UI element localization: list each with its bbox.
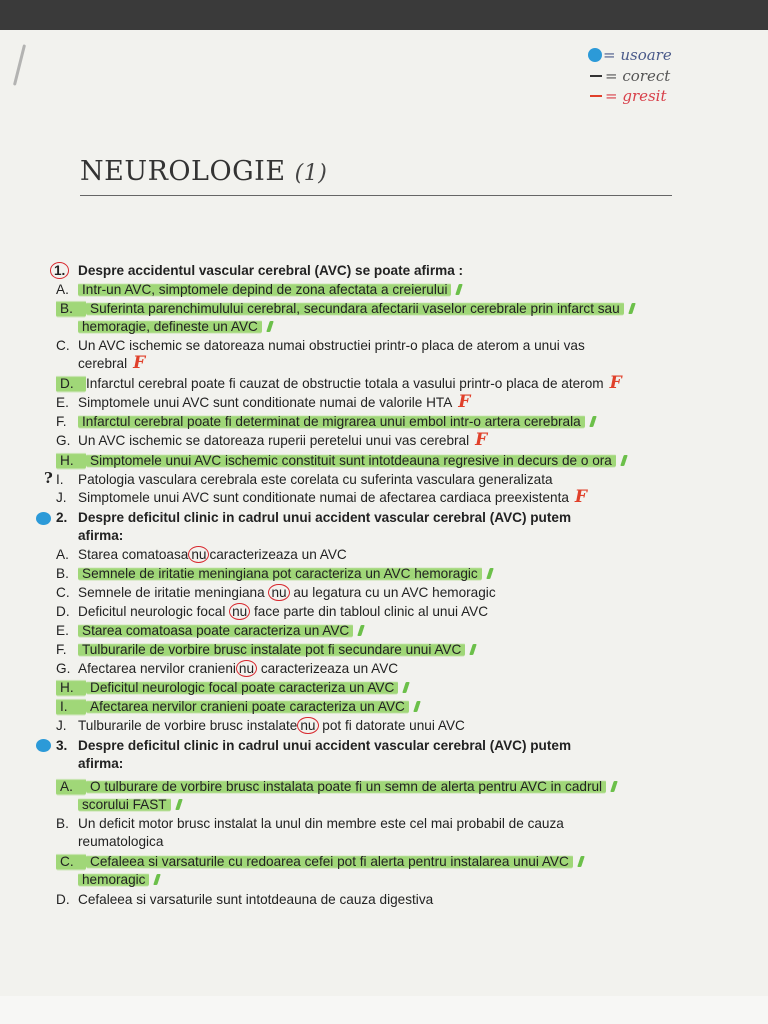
option-label: B.	[56, 816, 69, 831]
option-label: B.	[56, 299, 86, 318]
q3-option-a	[56, 777, 616, 796]
option-text: Tulburarile de vorbire brusc instalate	[78, 718, 298, 733]
legend-wrong-text: = gresit	[605, 87, 667, 105]
option-label: F.	[56, 414, 67, 429]
q1-option-f	[56, 412, 595, 431]
handwritten-legend	[588, 46, 698, 116]
option-label: C.	[56, 338, 70, 353]
option-text: Afectarea nervilor cranieni poate caracteriza un AVC	[86, 699, 409, 714]
q2-option-a	[56, 545, 347, 564]
option-text: Patologia vasculara cerebrala este corelata cu suferinta vasculara generalizata	[78, 472, 553, 487]
question-number: 3.	[56, 738, 68, 753]
option-text: Starea comatoasa	[78, 547, 189, 562]
circled-nu: nu	[188, 546, 209, 563]
false-mark: F	[609, 373, 622, 393]
option-text-rest: caracterizeaza un AVC	[209, 547, 347, 562]
q2-option-h	[56, 678, 408, 697]
question-3-cont	[56, 754, 123, 773]
q1-option-d	[56, 374, 622, 393]
option-text: Tulburarile de vorbire brusc instalate pot fi secundare unui AVC	[78, 642, 465, 657]
option-label: A.	[56, 777, 86, 796]
legend-easy	[588, 46, 672, 64]
question-1	[56, 261, 463, 280]
q3-option-b	[56, 814, 564, 833]
option-label: J.	[56, 718, 67, 733]
option-label: H.	[56, 678, 86, 697]
q3-option-a-cont	[56, 795, 181, 814]
q2-option-j	[56, 716, 465, 735]
option-text-cont: hemoragic	[78, 872, 149, 887]
false-mark: F	[458, 392, 471, 412]
option-text: Infarctul cerebral poate fi cauzat de obstructie totala a vasului printr-o placa de aterom	[86, 376, 604, 391]
option-text: Suferinta parenchimulului cerebral, secundara afectarii vaselor cerebrale prin infarct sau	[86, 301, 624, 316]
q1-option-h	[56, 451, 626, 470]
q3-option-c	[56, 852, 583, 871]
q1-option-e	[56, 393, 470, 412]
legend-correct-text: = corect	[605, 67, 671, 85]
option-text: Deficitul neurologic focal poate caracteriza un AVC	[86, 680, 398, 695]
option-label: I.	[56, 472, 64, 487]
legend-wrong	[590, 87, 667, 105]
q1-option-b	[56, 299, 634, 318]
option-label: I.	[56, 697, 86, 716]
option-label: D.	[56, 604, 70, 619]
option-text-cont: reumatologica	[78, 834, 164, 849]
option-label: G.	[56, 661, 71, 676]
option-label: A.	[56, 282, 69, 297]
question-2	[56, 508, 571, 527]
question-number: 2.	[56, 510, 68, 525]
false-mark: F	[133, 353, 146, 373]
question-text-cont: afirma:	[78, 756, 124, 771]
option-label: J.	[56, 490, 67, 505]
question-3	[56, 736, 571, 755]
option-text: Semnele de iritatie meningiana	[78, 585, 265, 600]
option-label: D.	[56, 374, 86, 393]
option-text-rest: face parte din tabloul clinic al unui AVC	[254, 604, 489, 619]
option-text: Un deficit motor brusc instalat la unul din membre este cel mai probabil de cauza	[78, 816, 564, 831]
option-text: Un AVC ischemic se datoreaza numai obstructiei printr-o placa de aterom a unui vas	[78, 338, 585, 353]
red-dash-icon	[590, 95, 602, 97]
q1-option-b-cont	[56, 317, 272, 336]
option-label: H.	[56, 451, 86, 470]
option-label: G.	[56, 433, 71, 448]
q1-option-g	[56, 431, 487, 450]
title-rule	[80, 195, 672, 196]
false-mark: F	[475, 430, 488, 450]
option-text-rest: pot fi datorate unui AVC	[322, 718, 465, 733]
page-title	[80, 156, 327, 187]
q3-option-d	[56, 890, 433, 909]
option-label: D.	[56, 892, 70, 907]
question-mark-annotation: ?	[44, 469, 53, 487]
option-text: Simptomele unui AVC sunt conditionate numai de valorile HTA	[78, 395, 453, 410]
option-text: O tulburare de vorbire brusc instalata poate fi un semn de alerta pentru AVC in cadrul	[86, 779, 606, 794]
q1-option-a	[56, 280, 461, 299]
question-2-cont	[56, 526, 123, 545]
option-text: Cefaleea si varsaturile cu redoarea cefei pot fi alerta pentru instalarea unui AVC	[86, 854, 573, 869]
q2-option-i	[56, 697, 419, 716]
title-number: (1)	[294, 161, 328, 186]
blue-dot-icon	[36, 512, 51, 525]
blue-dot-icon	[36, 739, 51, 752]
q3-option-b-cont	[56, 832, 163, 851]
blue-dot-icon	[588, 48, 602, 62]
option-text: Deficitul neurologic focal	[78, 604, 226, 619]
circled-nu: nu	[236, 660, 257, 677]
option-text-rest: au legatura cu un AVC hemoragic	[293, 585, 496, 600]
option-text: Intr-un AVC, simptomele depind de zona afectata a creierului	[78, 282, 451, 297]
option-text: Afectarea nervilor cranieni	[78, 661, 236, 676]
option-text-cont: scorului FAST	[78, 797, 171, 812]
option-text: Starea comatoasa poate caracteriza un AVC	[78, 623, 353, 638]
option-label: B.	[56, 566, 69, 581]
option-label: C.	[56, 585, 70, 600]
q2-option-b	[56, 564, 492, 583]
option-label: C.	[56, 852, 86, 871]
legend-correct	[590, 67, 670, 85]
option-text: Simptomele unui AVC sunt conditionate numai de afectarea cardiaca preexistenta	[78, 490, 569, 505]
q2-option-e	[56, 621, 363, 640]
circled-nu: nu	[297, 717, 318, 734]
title-text: NEUROLOGIE	[80, 156, 286, 187]
circled-nu: nu	[268, 584, 289, 601]
option-text: Cefaleea si varsaturile sunt intotdeauna de cauza digestiva	[78, 892, 434, 907]
q1-option-i	[56, 470, 553, 489]
q1-option-c-cont	[56, 354, 145, 373]
option-text-cont: cerebral	[78, 356, 128, 371]
option-label: E.	[56, 395, 69, 410]
option-text-cont: hemoragie, defineste un AVC	[78, 319, 262, 334]
q2-option-c	[56, 583, 496, 602]
q1-option-j	[56, 488, 587, 507]
q2-option-d	[56, 602, 488, 621]
circled-nu: nu	[229, 603, 250, 620]
option-label: A.	[56, 547, 69, 562]
question-text-cont: afirma:	[78, 528, 124, 543]
legend-easy-text: = usoare	[603, 46, 672, 64]
question-text: Despre deficitul clinic in cadrul unui accident vascular cerebral (AVC) putem	[78, 510, 572, 525]
q3-option-c-cont	[56, 870, 159, 889]
question-text: Despre accidentul vascular cerebral (AVC) se poate afirma :	[78, 263, 464, 278]
option-text: Simptomele unui AVC ischemic constituit sunt intotdeauna regresive in decurs de o ora	[86, 453, 616, 468]
dash-icon	[590, 75, 602, 77]
question-number: 1.	[50, 262, 69, 279]
q2-option-f	[56, 640, 475, 659]
option-text: Un AVC ischemic se datoreaza ruperii peretelui unui vas cerebral	[78, 433, 470, 448]
option-text: Semnele de iritatie meningiana pot caracteriza un AVC hemoragic	[78, 566, 482, 581]
q2-option-g	[56, 659, 398, 678]
option-label: F.	[56, 642, 67, 657]
option-label: E.	[56, 623, 69, 638]
option-text-rest: caracterizeaza un AVC	[260, 661, 399, 676]
question-text: Despre deficitul clinic in cadrul unui accident vascular cerebral (AVC) putem	[78, 738, 572, 753]
page-bottom-margin	[0, 996, 768, 1024]
option-text: Infarctul cerebral poate fi determinat de migrarea unui embol intr-o artera cerebrala	[78, 414, 585, 429]
false-mark: F	[574, 487, 587, 507]
